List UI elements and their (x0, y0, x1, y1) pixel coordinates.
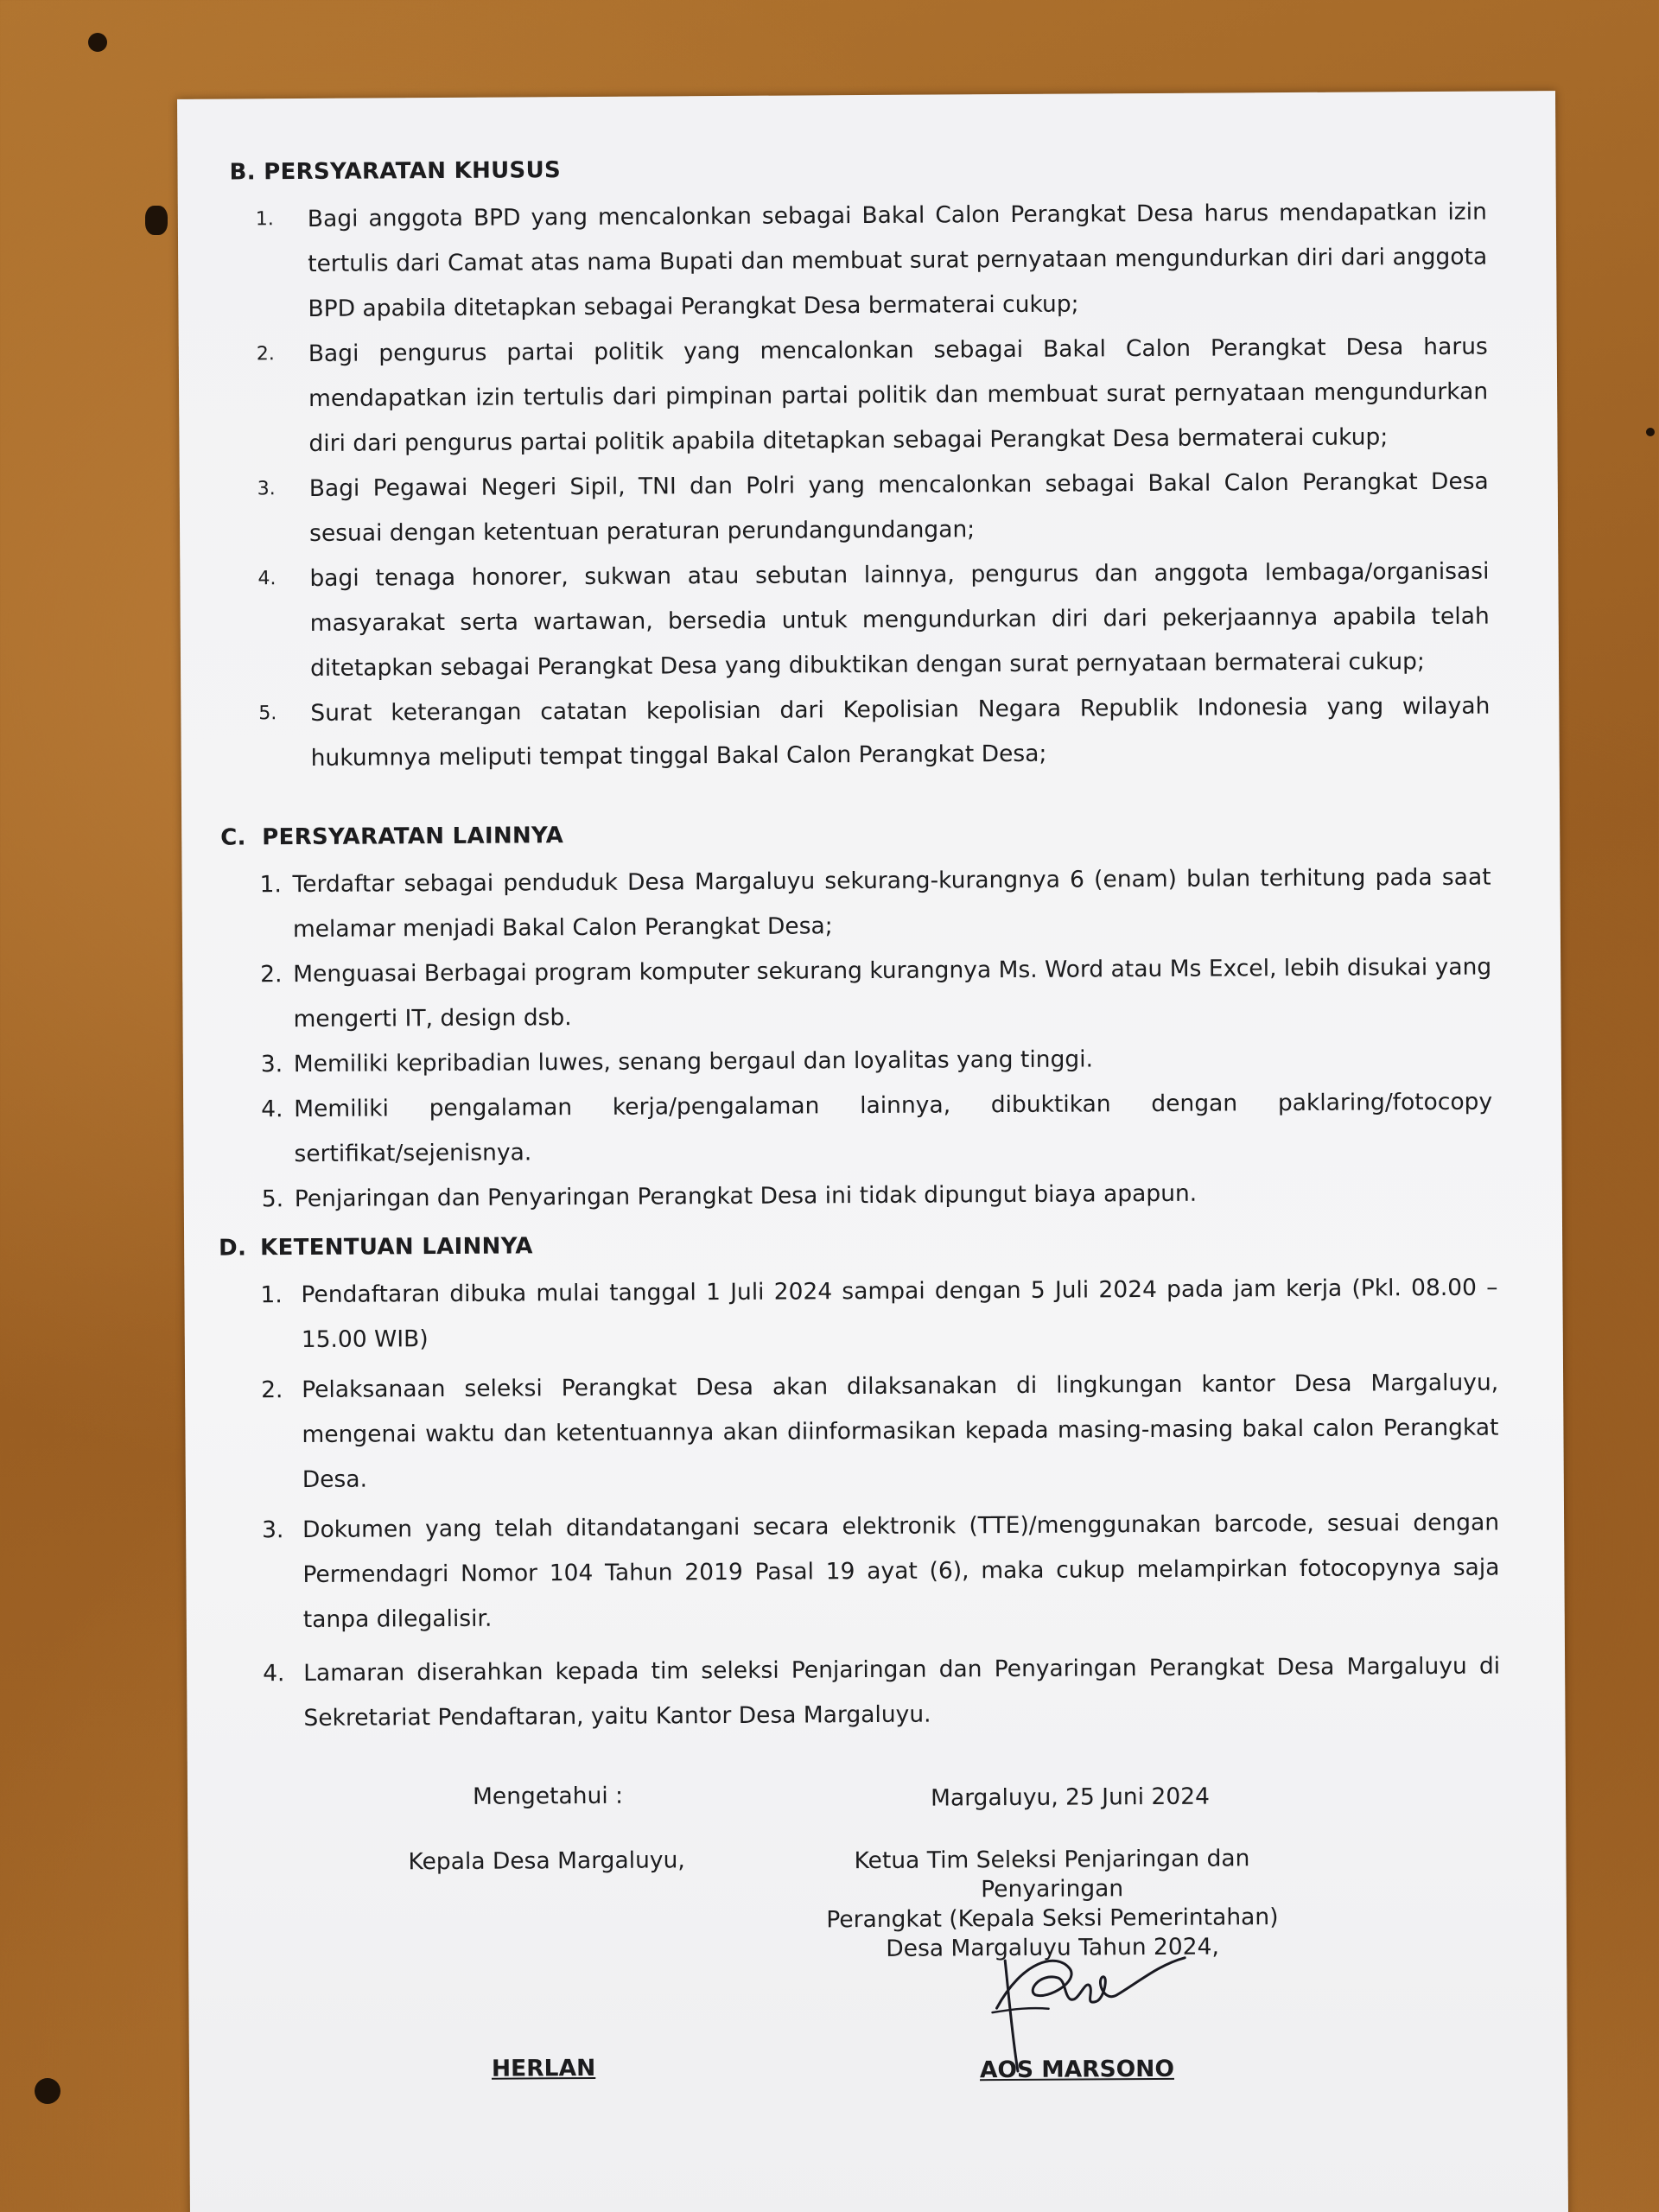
table-spot (1646, 428, 1655, 436)
item-text: Pendaftaran dibuka mulai tanggal 1 Juli 2024 sampai dengan 5 Juli 2024 pada jam kerja (Pkl. 08.00 – 15.00 WIB) (301, 1274, 1498, 1354)
list-item (184, 1169, 1562, 1223)
item-number: 3. (257, 478, 276, 500)
section-b-title: PERSYARATAN KHUSUS (264, 157, 562, 186)
item-text: Lamaran diserahkan kepada tim seleksi Penjaringan dan Penyaringan Perangkat Desa Margaluyu di Sekretariat Pendaftaran, yaitu Kantor Desa Margaluyu. (303, 1652, 1501, 1732)
document-page (177, 91, 1568, 2212)
section-d-heading (219, 1227, 1562, 1261)
committee-chair-role-line: Perangkat (Kepala Seksi Pemerintahan) (826, 1904, 1279, 1934)
village-head-role: Kepala Desa Margaluyu, (408, 1847, 685, 1876)
list-item (180, 549, 1559, 692)
section-c-letter: C. (220, 824, 246, 851)
section-b-list (178, 189, 1560, 782)
list-item (184, 1265, 1563, 1363)
item-number: 1. (255, 208, 274, 231)
item-number: 2. (260, 961, 283, 988)
list-item (183, 1079, 1562, 1178)
list-item (185, 1360, 1564, 1503)
item-text: Terdaftar sebagai penduduk Desa Margaluyu sekurang-kurangnya 6 (enam) bulan terhitung pada saat melamar menjadi Bakal Calon Perangkat Desa; (292, 863, 1491, 944)
item-number: 4. (263, 1660, 285, 1688)
section-d-letter: D. (219, 1235, 247, 1262)
item-text: Bagi Pegawai Negeri Sipil, TNI dan Polri yang mencalonkan sebagai Bakal Calon Perangkat Desa sesuai dengan ketentuan peraturan perundangundangan; (308, 467, 1489, 547)
item-text: Memiliki pengalaman kerja/pengalaman lainnya, dibuktikan dengan paklaring/fotocopy sertifikat/sejenisnya. (294, 1088, 1493, 1168)
list-item (186, 1500, 1565, 1643)
item-number: 2. (261, 1376, 283, 1404)
item-text: bagi tenaga honorer, sukwan atau sebutan lainnya, pengurus dan anggota lembaga/organisasi masyarakat serta wartawan, bersedia untuk mengundurkan diri dari pekerjaannya apabila telah ditetapkan sebagai Perangkat Desa yang dibuktikan dengan surat pernyataan bermaterai cukup; (309, 557, 1490, 682)
item-number: 4. (261, 1096, 283, 1123)
village-head-name: HERLAN (491, 2054, 596, 2082)
section-c-title: PERSYARATAN LAINNYA (262, 823, 564, 851)
item-text: Pelaksanaan seleksi Perangkat Desa akan dilaksanakan di lingkungan kantor Desa Margaluyu, mengenai waktu dan ketentuannya akan diinformasikan kepada masing-masing bakal calon Perangkat Desa. (302, 1369, 1499, 1494)
item-text: Memiliki kepribadian luwes, senang bergaul dan loyalitas yang tinggi. (293, 1046, 1094, 1078)
item-text: Surat keterangan catatan kepolisian dari Kepolisian Negara Republik Indonesia yang wilayah hukumnya meliputi tempat tinggal Bakal Calon Perangkat Desa; (310, 692, 1491, 772)
table-spot (35, 2078, 60, 2104)
section-d-list (184, 1265, 1565, 1742)
item-number: 4. (257, 568, 276, 590)
section-b-letter: B. (229, 159, 256, 186)
committee-chair-name: AOS MARSONO (979, 2055, 1175, 2084)
section-d-title: KETENTUAN LAINNYA (260, 1233, 533, 1262)
handwritten-signature (988, 1925, 1187, 2073)
item-text: Bagi pengurus partai politik yang mencalonkan sebagai Bakal Calon Perangkat Desa harus mendapatkan izin tertulis dari pimpinan partai politik dan membuat surat pernyataan mengundurkan diri dari pengurus partai politik apabila ditetapkan sebagai Perangkat Desa bermaterai cukup; (308, 333, 1489, 457)
committee-chair-role-line: Ketua Tim Seleksi Penjaringan dan Penyaringan (854, 1845, 1250, 1904)
list-item (178, 189, 1557, 333)
acknowledged-label: Mengetahui : (472, 1782, 624, 1810)
section-b-heading (229, 151, 1555, 185)
table-spot (88, 33, 107, 52)
table-spot (145, 206, 168, 235)
item-number: 1. (260, 1281, 283, 1309)
item-number: 5. (258, 702, 277, 725)
item-number: 3. (260, 1051, 283, 1078)
list-item (187, 1643, 1566, 1742)
item-number: 5. (261, 1185, 284, 1213)
section-c-heading (220, 817, 1560, 850)
item-number: 1. (259, 871, 282, 899)
list-item (179, 324, 1558, 467)
document-date: Margaluyu, 25 Juni 2024 (930, 1783, 1210, 1812)
item-text: Menguasai Berbagai program komputer sekurang kurangnya Ms. Word atau Ms Excel, lebih disukai yang mengerti IT, design dsb. (293, 953, 1492, 1033)
section-c (181, 817, 1562, 1223)
item-number: 3. (262, 1516, 284, 1544)
item-number: 2. (256, 343, 275, 365)
list-item (181, 855, 1560, 953)
section-d (184, 1227, 1566, 1742)
committee-chair-role-line: Desa Margaluyu Tahun 2024, (886, 1933, 1219, 1962)
list-item (180, 459, 1559, 557)
list-item (182, 944, 1561, 1043)
section-b (177, 151, 1559, 782)
section-c-list (181, 855, 1562, 1223)
item-text: Bagi anggota BPD yang mencalonkan sebagai Bakal Calon Perangkat Desa harus mendapatkan izin tertulis dari Camat atas nama Bupati dan membuat surat pernyataan mengundurkan diri dari anggota BPD apabila ditetapkan sebagai Perangkat Desa bermaterai cukup; (307, 198, 1488, 322)
list-item (181, 683, 1560, 782)
item-text: Penjaringan dan Penyaringan Perangkat Desa ini tidak dipungut biaya apapun. (294, 1179, 1198, 1213)
item-text: Dokumen yang telah ditandatangani secara elektronik (TTE)/menggunakan barcode, sesuai dengan Permendagri Nomor 104 Tahun 2019 Pasal 19 ayat (6), maka cukup melampirkan fotocopynya saja tanpa dilegalisir. (302, 1509, 1500, 1634)
